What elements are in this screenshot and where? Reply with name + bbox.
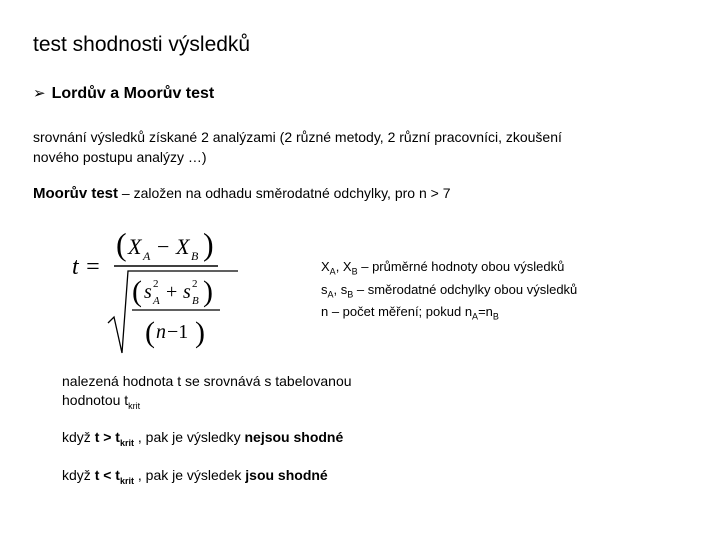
page-title: test shodnosti výsledků: [33, 33, 251, 56]
comparison-note: [62, 372, 352, 416]
formula-legend: [321, 258, 577, 326]
inner-sub-b: B: [192, 295, 199, 307]
denominator-n: n: [156, 321, 166, 343]
numerator-xb: X: [176, 234, 190, 259]
numerator-minus: −: [157, 234, 170, 259]
intro-line-1: srovnání výsledků získané 2 analýzami (2 různé metody, 2 různí pracovníci, zkoušení: [33, 129, 562, 145]
inner-open-paren: (: [132, 275, 142, 308]
numerator-close-paren: ): [203, 226, 214, 262]
formula-lhs: t =: [72, 254, 101, 280]
condition-result: jsou shodné: [245, 467, 328, 483]
condition-equal: když $t < t_{krit}$ , pak je výsledek jsou shodné: [62, 467, 328, 486]
denominator-close-paren: ): [195, 316, 205, 349]
denominator-open-paren: (: [145, 316, 155, 349]
condition-result: nejsou shodné: [244, 429, 344, 445]
intro-paragraph: [33, 127, 673, 167]
inner-sub-a: A: [153, 295, 160, 307]
inner-s-a: s: [144, 281, 152, 303]
inner-sup-a: 2: [153, 278, 159, 290]
arrow-bullet-icon: ➢: [33, 85, 46, 102]
comparison-line-2: hodnotou $t_{krit}$: [62, 392, 141, 411]
inner-s-b: s: [183, 281, 191, 303]
denominator-minus-one: −1: [167, 321, 189, 343]
moore-name: Moorův test: [33, 185, 119, 202]
intro-line-2: nového postupu analýzy …): [33, 149, 207, 165]
legend-line-means: $X_A$, $X_B$ – průměrné hodnoty obou výsledků: [321, 259, 565, 277]
moore-description: – založen na odhadu směrodatné odchylky, pro n > 7: [121, 185, 451, 201]
t-test-formula: [70, 225, 250, 355]
condition-not-equal: když $t > t_{krit}$ , pak je výsledky nejsou shodné: [62, 429, 344, 448]
bullet-label: Lordův a Moorův test: [51, 85, 215, 102]
inner-close-paren: ): [203, 275, 213, 308]
comparison-line-1: nalezená hodnota t se srovnává s tabelovanou: [62, 373, 352, 389]
inner-plus: +: [166, 281, 178, 303]
bullet-heading: [33, 84, 214, 103]
numerator-sub-a: A: [143, 249, 151, 263]
numerator-xa: X: [128, 234, 142, 259]
inner-sup-b: 2: [192, 278, 198, 290]
numerator-sub-b: B: [191, 249, 199, 263]
legend-line-count: n – počet měření; pokud $n_A=n_B$: [321, 304, 499, 322]
legend-line-deviations: $s_A$, $s_B$ – směrodatné odchylky obou výsledků: [321, 281, 578, 300]
numerator-open-paren: (: [116, 226, 127, 262]
moore-definition: [33, 185, 450, 202]
